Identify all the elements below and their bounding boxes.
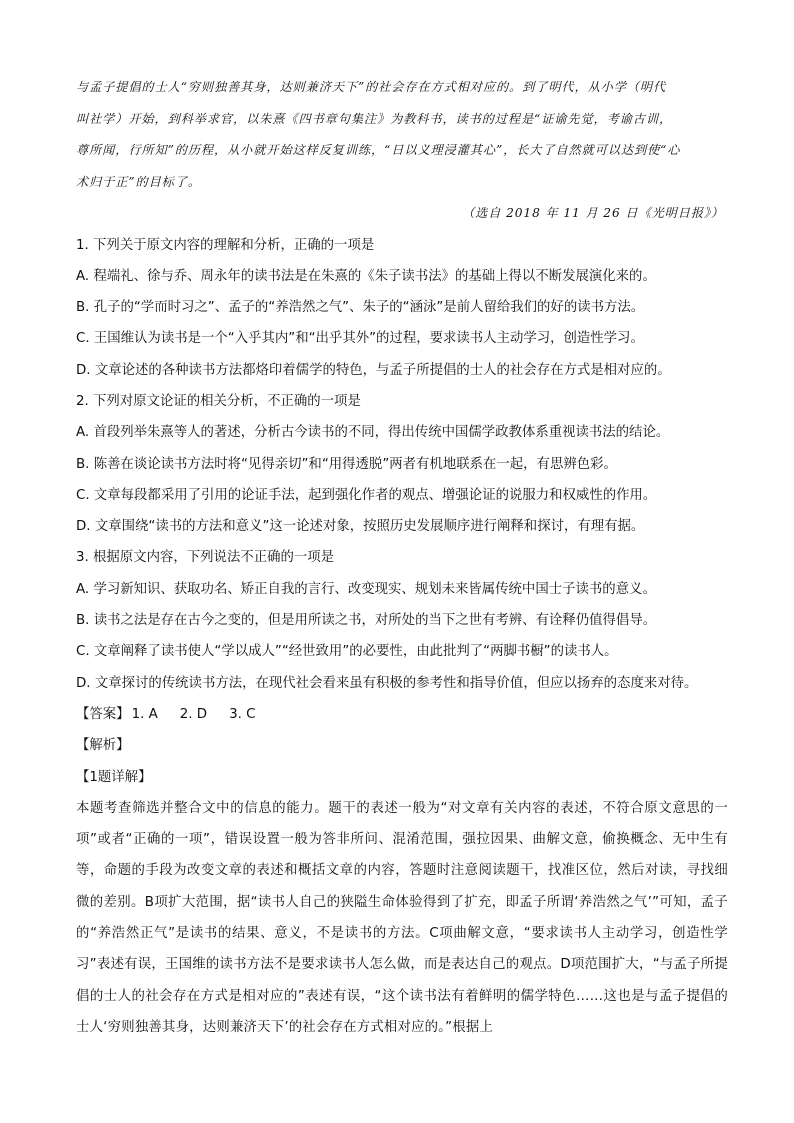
- question-1: [76, 230, 728, 386]
- detail-explanation: [76, 793, 728, 1043]
- option-a: A. 程端礼、徐与乔、周永年的读书法是在朱熹的《朱子读书法》的基础上得以不断发展演化来的。: [76, 268, 656, 284]
- option-a: A. 学习新知识、获取功名、矫正自我的言行、改变现实、规划未来皆属传统中国士子读书的意义。: [76, 581, 656, 597]
- option-d: D. 文章围绕“读书的方法和意义”这一论述对象，按照历史发展顺序进行阐释和探讨，有理有据。: [76, 519, 645, 535]
- passage-excerpt: [76, 72, 728, 230]
- passage-line: 术归于正”的目标了。: [76, 174, 201, 189]
- answer-line: [76, 699, 728, 730]
- answer-tag: 【答案】: [76, 706, 130, 722]
- detail-paragraph: 本题考查筛选并整合文中的信息的能力。题干的表述一般为“对文章有关内容的表述，不符合原文意思的一项”或者“正确的一项”，错误设置一般为答非所问、混淆范围，强拉因果、曲解文意，偷换概念、无中生有等，命题的手段为改变文章的表述和概括文章的内容，答题时注意阅读题干，找准区位，然后对读，寻找细微的差别。B项扩大范围，据“读书人自己的狭隘生命体验得到了扩充，即孟子所谓‘养浩然之气’”可知，孟子的“养浩然正气”是读书的结果、意义，不是读书的方法。C项曲解文意，“要求读书人主动学习，创造性学习”表述有误，王国维的读书方法不是要求读书人怎么做，而是表达自己的观点。D项范围扩大，“与孟子所提倡的士人的社会存在方式是相对应的”表述有误，“这个读书法有着鲜明的儒学特色……这也是与孟子提倡的士人‘穷则独善其身，达则兼济天下’的社会存在方式相对应的。”根据上: [76, 800, 728, 1035]
- option-d: D. 文章探讨的传统读书方法，在现代社会看来虽有积极的参考性和指导价值，但应以扬弃的态度来对待。: [76, 675, 698, 691]
- answer-item: 2. D: [179, 706, 208, 722]
- option-c: C. 文章阐释了读书使人“学以成人”“经世致用”的必要性，由此批判了“两脚书橱”的读书人。: [76, 644, 618, 660]
- option-c: C. 王国维认为读书是一个“入乎其内”和“出乎其外”的过程，要求读书人主动学习，创造性学习。: [76, 331, 644, 347]
- passage-line: 叫社学）开始，到科举求官，以朱熹《四书章句集注》为教科书，读书的过程是“证谕先觉，考谕古训，: [76, 111, 673, 126]
- question-stem: 1. 下列关于原文内容的理解和分析，正确的一项是: [76, 237, 375, 253]
- answer-item: 1. A: [131, 706, 158, 722]
- option-b: B. 陈善在谈论读书方法时将“见得亲切”和“用得透脱”两者有机地联系在一起，有思辨色彩。: [76, 456, 617, 472]
- option-c: C. 文章每段都采用了引用的论证手法，起到强化作者的观点、增强论证的说服力和权威性的作用。: [76, 487, 657, 503]
- analysis-label: 【解析】: [76, 738, 130, 754]
- option-b: B. 读书之法是存在古今之变的，但是用所读之书，对所处的当下之世有考辨、有诠释仍值得倡导。: [76, 613, 657, 629]
- option-d: D. 文章论述的各种读书方法都烙印着儒学的特色，与孟子所提倡的士人的社会存在方式是相对应的。: [76, 362, 671, 378]
- question-3: [76, 542, 728, 698]
- passage-source: （选自 2018 年 11 月 26 日《光明日报》）: [462, 206, 724, 220]
- option-a: A. 首段列举朱熹等人的著述，分析古今读书的不同，得出传统中国儒学政教体系重视读书法的结论。: [76, 425, 670, 441]
- passage-line: 尊所闻，行所知”的历程，从小就开始这样反复训练，“日以义理浸灌其心”，长大了自然就可以达到使“心: [76, 143, 681, 157]
- passage-line: 与孟子提倡的士人“穷则独善其身，达则兼济天下”的社会存在方式相对应的。到了明代，从小学（明代: [76, 80, 667, 94]
- answer-item: 3. C: [229, 706, 256, 722]
- document-page: [76, 72, 728, 1043]
- option-b: B. 孔子的“学而时习之”、孟子的“养浩然之气”、朱子的“涵泳”是前人留给我们的好的读书方法。: [76, 300, 645, 316]
- detail-label: 【1题详解】: [76, 769, 152, 785]
- question-2: [76, 386, 728, 542]
- question-stem: 2. 下列对原文论证的相关分析，不正确的一项是: [76, 393, 361, 409]
- question-stem: 3. 根据原文内容，下列说法不正确的一项是: [76, 550, 335, 566]
